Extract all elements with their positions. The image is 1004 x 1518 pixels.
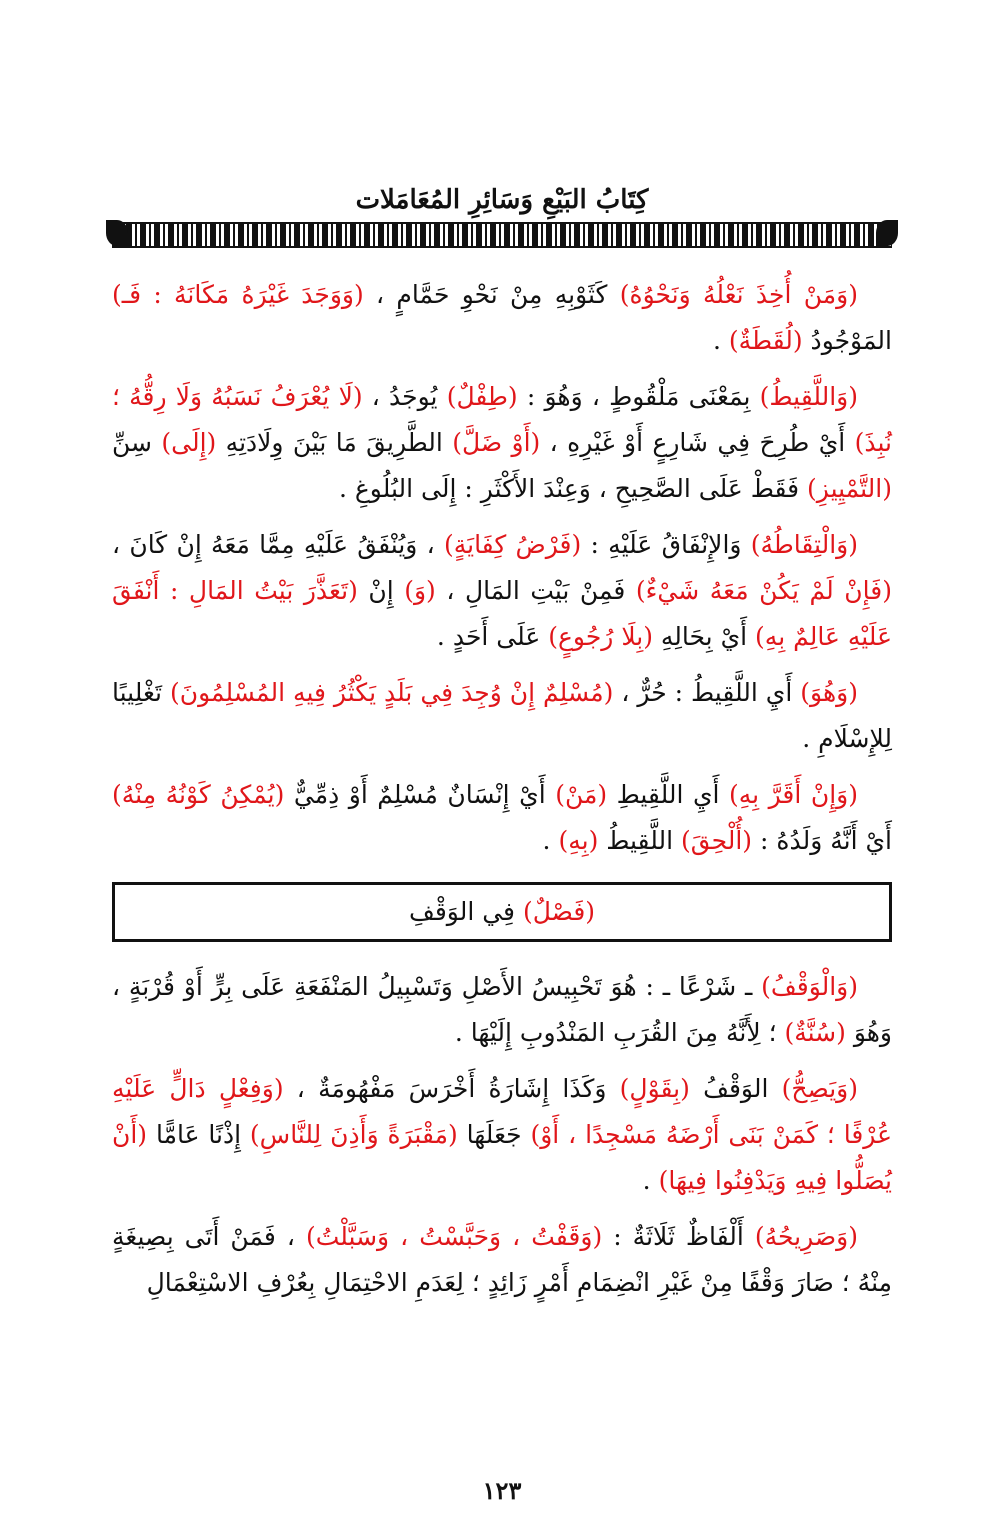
commentary-text: .: [713, 326, 729, 355]
commentary-text: ، فَمَنْ أَتَى بِصِيغَةٍ مِنْهُ ؛ صَارَ وَقْفًا مِنْ غَيْرِ انْضِمَامِ أَمْرٍ زَائِدٍ ؛ لِعَدَمِ الاحْتِمَالِ بِعُرْفِ الاسْتِعْمَالِ: [112, 1222, 892, 1297]
commentary-text: الطَّرِيقَ مَا بَيْنَ وِلَادَتِهِ: [216, 428, 453, 457]
matn-text: (طِفْلٌ): [446, 382, 518, 411]
running-head: كِتَابُ البَيْعِ وَسَائِرِ المُعَامَلات: [355, 185, 649, 215]
matn-text: (وَاللَّقِيطُ): [759, 382, 859, 411]
matn-text: (وَالْوَقْفُ): [761, 972, 858, 1001]
matn-text: (وَ): [404, 576, 436, 605]
matn-text: (فَرْضُ كِفَايَةٍ): [443, 530, 582, 559]
ornament-divider: [112, 222, 892, 248]
commentary-text: إِذْنًا عَامًّا: [147, 1120, 250, 1149]
matn-text: (لَا يُعْرَفُ نَسَبُهُ وَلَا رِقُّهُ ؛ نُبِذَ): [112, 382, 892, 457]
commentary-text: وَكَذَا إِشَارَةُ أَخْرَسَ مَفْهُومَةٌ ،: [283, 1074, 620, 1103]
paragraph: [112, 374, 892, 512]
commentary-text: فَمِنْ بَيْتِ المَالِ ،: [435, 576, 636, 605]
commentary-text: الوَقْفُ: [689, 1074, 782, 1103]
matn-text: (وَالْتِقَاطُهُ): [750, 530, 858, 559]
matn-text: (بِهِ): [558, 826, 599, 855]
commentary-text: أَيْ بِحَالِهِ: [652, 622, 756, 651]
commentary-text: أَيْ طُرِحَ فِي شَارِعٍ أَوْ غَيْرِهِ ،: [540, 428, 855, 457]
matn-text: (بِقَوْلٍ): [619, 1074, 690, 1103]
commentary-text: أَيِ اللَّقِيطُ : حُرٌّ ،: [613, 678, 801, 707]
commentary-text: أَيْ أَنَّهُ وَلَدُهُ :: [752, 826, 892, 855]
commentary-text: أَلْفَاظٌ ثَلَاثَةٌ :: [602, 1222, 755, 1251]
matn-text: (التَّمْيِيزِ): [807, 474, 892, 503]
commentary-text: المَوْجُودُ: [802, 326, 892, 355]
matn-text: (أَوْ ضَلَّ): [452, 428, 541, 457]
commentary-text: أَيِ اللَّقِيطِ: [607, 780, 729, 809]
matn-text: (فَإِنْ لَمْ يَكُنْ مَعَهُ شَيْءٌ): [635, 576, 892, 605]
commentary-text: يُوجَدُ ،: [362, 382, 447, 411]
matn-text: (سُنَّةٌ): [784, 1018, 846, 1047]
matn-text: (أُلْحِقَ): [680, 826, 753, 855]
body-text: [112, 272, 892, 1306]
paragraph-group-waqf: [112, 964, 892, 1306]
paragraph: [112, 1214, 892, 1306]
matn-text: (وَوَجَدَ غَيْرَهُ مَكَانَهُ : فَـ): [112, 280, 364, 309]
commentary-text: فَقَطْ عَلَى الصَّحِيحِ ، وَعِنْدَ الأَكْثَرِ : إِلَى البُلُوغِ .: [339, 474, 808, 503]
commentary-text: .: [642, 1166, 659, 1195]
commentary-text: ـ شَرْعًا ـ : هُوَ تَحْبِيسُ الأَصْلِ وَتَسْبِيلُ المَنْفَعَةِ عَلَى بِرٍّ أَوْ قُرْبَةٍ ، وَهُوَ: [112, 972, 892, 1047]
matn-text: (مَنْ): [555, 780, 608, 809]
matn-text: (يُمْكِنُ كَوْنُهُ مِنْهُ): [112, 780, 285, 809]
commentary-text: جَعَلَهَا: [457, 1120, 531, 1149]
matn-text: (وَمَنْ أُخِذَ نَعْلُهُ وَنَحْوُهُ): [619, 280, 858, 309]
matn-text: (لُقَطَةٌ): [728, 326, 803, 355]
matn-text: (وَقَفْتُ ، وَحَبَّسْتُ ، وَسَبَّلْتُ): [305, 1222, 603, 1251]
commentary-text: ، وَيُنْفَقُ عَلَيْهِ مِمَّا مَعَهُ إِنْ كَانَ ،: [112, 530, 444, 559]
commentary-text: تَغْلِيبًا لِلإِسْلَامِ .: [112, 678, 892, 753]
section-heading-box: [112, 882, 892, 942]
matn-text: (بِلَا رُجُوعٍ): [548, 622, 653, 651]
page: [112, 180, 892, 1316]
commentary-text: إِنْ: [357, 576, 405, 605]
commentary-text: .: [542, 826, 559, 855]
paragraph: [112, 272, 892, 364]
paragraph-group-luqata: [112, 272, 892, 864]
matn-text: (إِلَى): [161, 428, 217, 457]
paragraph: [112, 522, 892, 660]
matn-text: (وَفِعْلٍ دَالٍّ عَلَيْهِ عُرْفًا ؛ كَمَنْ بَنَى أَرْضَهُ مَسْجِدًا ، أَوْ): [112, 1074, 892, 1149]
section-heading-word: (فَصْلٌ): [522, 897, 596, 926]
commentary-text: بِمَعْنَى مَلْقُوطٍ ، وَهُوَ :: [517, 382, 760, 411]
commentary-text: اللَّقِيطُ: [598, 826, 681, 855]
commentary-text: أَيْ إِنْسَانٌ مُسْلِمٌ أَوْ ذِمِّيٌّ: [284, 780, 556, 809]
matn-text: (وَصَرِيحُهُ): [754, 1222, 858, 1251]
matn-text: (وَإِنْ أَقَرَّ بِهِ): [728, 780, 858, 809]
paragraph: [112, 772, 892, 864]
paragraph: [112, 670, 892, 762]
paragraph: [112, 1066, 892, 1204]
matn-text: (وَهُوَ): [800, 678, 858, 707]
matn-text: (وَيَصِحُّ): [781, 1074, 858, 1103]
matn-text: (مَقْبَرَةً وَأَذِنَ لِلنَّاسِ): [249, 1120, 458, 1149]
commentary-text: وَالإِنْفَاقُ عَلَيْهِ :: [581, 530, 751, 559]
paragraph: [112, 964, 892, 1056]
commentary-text: ؛ لِأَنَّهُ مِنَ القُرَبِ المَنْدُوبِ إِلَيْهَا .: [454, 1018, 785, 1047]
section-heading-title: فِي الوَقْفِ: [408, 897, 523, 926]
commentary-text: سِنِّ: [112, 428, 162, 457]
commentary-text: عَلَى أَحَدٍ .: [436, 622, 549, 651]
commentary-text: كَثَوْبِهِ مِنْ نَحْوِ حَمَّامٍ ،: [363, 280, 620, 309]
page-number: ١٢٣: [482, 1476, 522, 1505]
matn-text: (أَنْ يُصَلُّوا فِيهِ وَيَدْفِنُوا فِيهَا): [112, 1120, 892, 1195]
matn-text: (مُسْلِمٌ إِنْ وُجِدَ فِي بَلَدٍ يَكْثُرُ فِيهِ المُسْلِمُونَ): [169, 678, 614, 707]
matn-text: (تَعَذَّرَ بَيْتُ المَالِ : أَنْفَقَ عَلَيْهِ عَالِمٌ بِهِ): [112, 576, 892, 651]
